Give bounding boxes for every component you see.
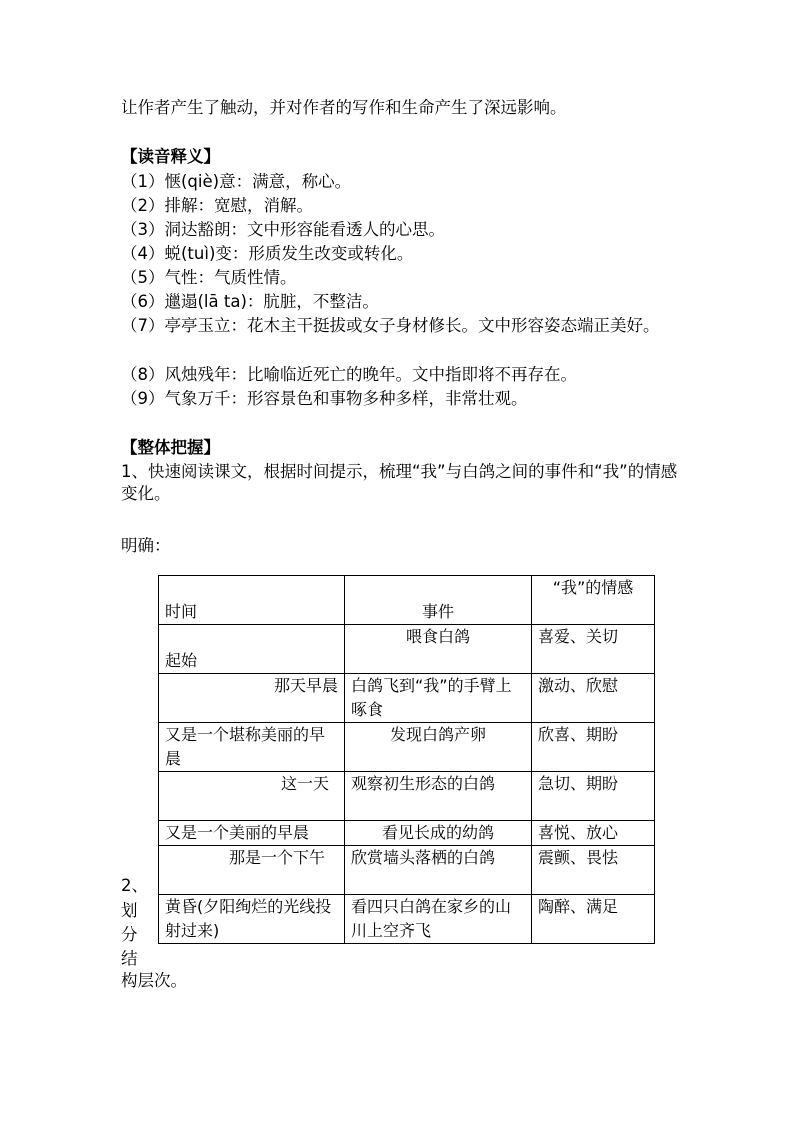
question-1: 1、快速阅读课文，根据时间提示，梳理“我”与白鸽之间的事件和“我”的情感变化。 bbox=[121, 462, 678, 503]
cell-event: 看四只白鸽在家乡的山川上空齐飞 bbox=[345, 895, 532, 944]
header-feeling: “我”的情感 bbox=[532, 576, 655, 625]
vocab-item: （1）惬(qiè)意：满意，称心。 bbox=[121, 172, 352, 191]
cell-time: 又是一个美丽的早晨 bbox=[159, 821, 345, 846]
events-table bbox=[158, 575, 655, 944]
question-2-char: 结 bbox=[121, 949, 138, 968]
vocab-item: （3）洞达豁朗：文中形容能看透人的心思。 bbox=[121, 220, 445, 239]
cell-event: 观察初生形态的白鸽 bbox=[345, 772, 532, 821]
question-2-char: 划 bbox=[121, 901, 138, 920]
vocab-item: （4）蜕(tuì)变：形质发生改变或转化。 bbox=[121, 244, 414, 263]
cell-event: 看见长成的幼鸽 bbox=[345, 821, 532, 846]
cell-feeling: 喜悦、放心 bbox=[532, 821, 655, 846]
cell-event: 白鸽飞到“我”的手臂上啄食 bbox=[345, 674, 532, 723]
vocab-item: （7）亭亭玉立：花木主干挺拔或女子身材修长。文中形容姿态端正美好。 bbox=[121, 316, 660, 335]
cell-feeling: 激动、欣慰 bbox=[532, 674, 655, 723]
question-2-char: 2、 bbox=[121, 876, 148, 895]
cell-feeling: 陶醉、满足 bbox=[532, 895, 655, 944]
vocab-item: （6）邋遢(lā ta)：肮脏，不整洁。 bbox=[121, 292, 379, 311]
vocab-item: （9）气象万千：形容景色和事物多种多样，非常壮观。 bbox=[121, 389, 528, 408]
table-row bbox=[159, 821, 655, 846]
cell-time: 那天早晨 bbox=[159, 674, 345, 723]
cell-feeling: 急切、期盼 bbox=[532, 772, 655, 821]
table-row bbox=[159, 846, 655, 895]
cell-feeling: 欣喜、期盼 bbox=[532, 723, 655, 772]
cell-time: 这一天 bbox=[159, 772, 345, 821]
table-row bbox=[159, 772, 655, 821]
cell-feeling: 喜爱、关切 bbox=[532, 625, 655, 674]
question-2-tail: 构层次。 bbox=[121, 971, 187, 990]
table-row bbox=[159, 674, 655, 723]
vocab-item: （8）风烛残年：比喻临近死亡的晚年。文中指即将不再存在。 bbox=[121, 365, 577, 384]
table-header-row bbox=[159, 576, 655, 625]
cell-time: 那是一个下午 bbox=[159, 846, 345, 895]
vocab-item: （2）排解：宽慰，消解。 bbox=[121, 196, 313, 215]
cell-event: 喂食白鸽 bbox=[345, 625, 532, 674]
intro-line: 让作者产生了触动，并对作者的写作和生命产生了深远影响。 bbox=[121, 98, 567, 117]
cell-feeling: 震颤、畏怯 bbox=[532, 846, 655, 895]
overall-heading: 【整体把握】 bbox=[121, 438, 220, 457]
answer-label: 明确： bbox=[121, 536, 171, 555]
header-time: 时间 bbox=[159, 576, 345, 625]
table-row bbox=[159, 895, 655, 944]
question-2-char: 分 bbox=[121, 925, 138, 944]
cell-event: 欣赏墙头落栖的白鸽 bbox=[345, 846, 532, 895]
table-row bbox=[159, 625, 655, 674]
cell-event: 发现白鸽产卵 bbox=[345, 723, 532, 772]
table-row bbox=[159, 723, 655, 772]
cell-time: 黄昏(夕阳绚烂的光线投射过来) bbox=[159, 895, 345, 944]
cell-time: 起始 bbox=[159, 625, 345, 674]
cell-time: 又是一个堪称美丽的早晨 bbox=[159, 723, 345, 772]
vocab-item: （5）气性：气质性情。 bbox=[121, 268, 297, 287]
vocab-heading: 【读音释义】 bbox=[121, 147, 220, 166]
header-event: 事件 bbox=[345, 576, 532, 625]
